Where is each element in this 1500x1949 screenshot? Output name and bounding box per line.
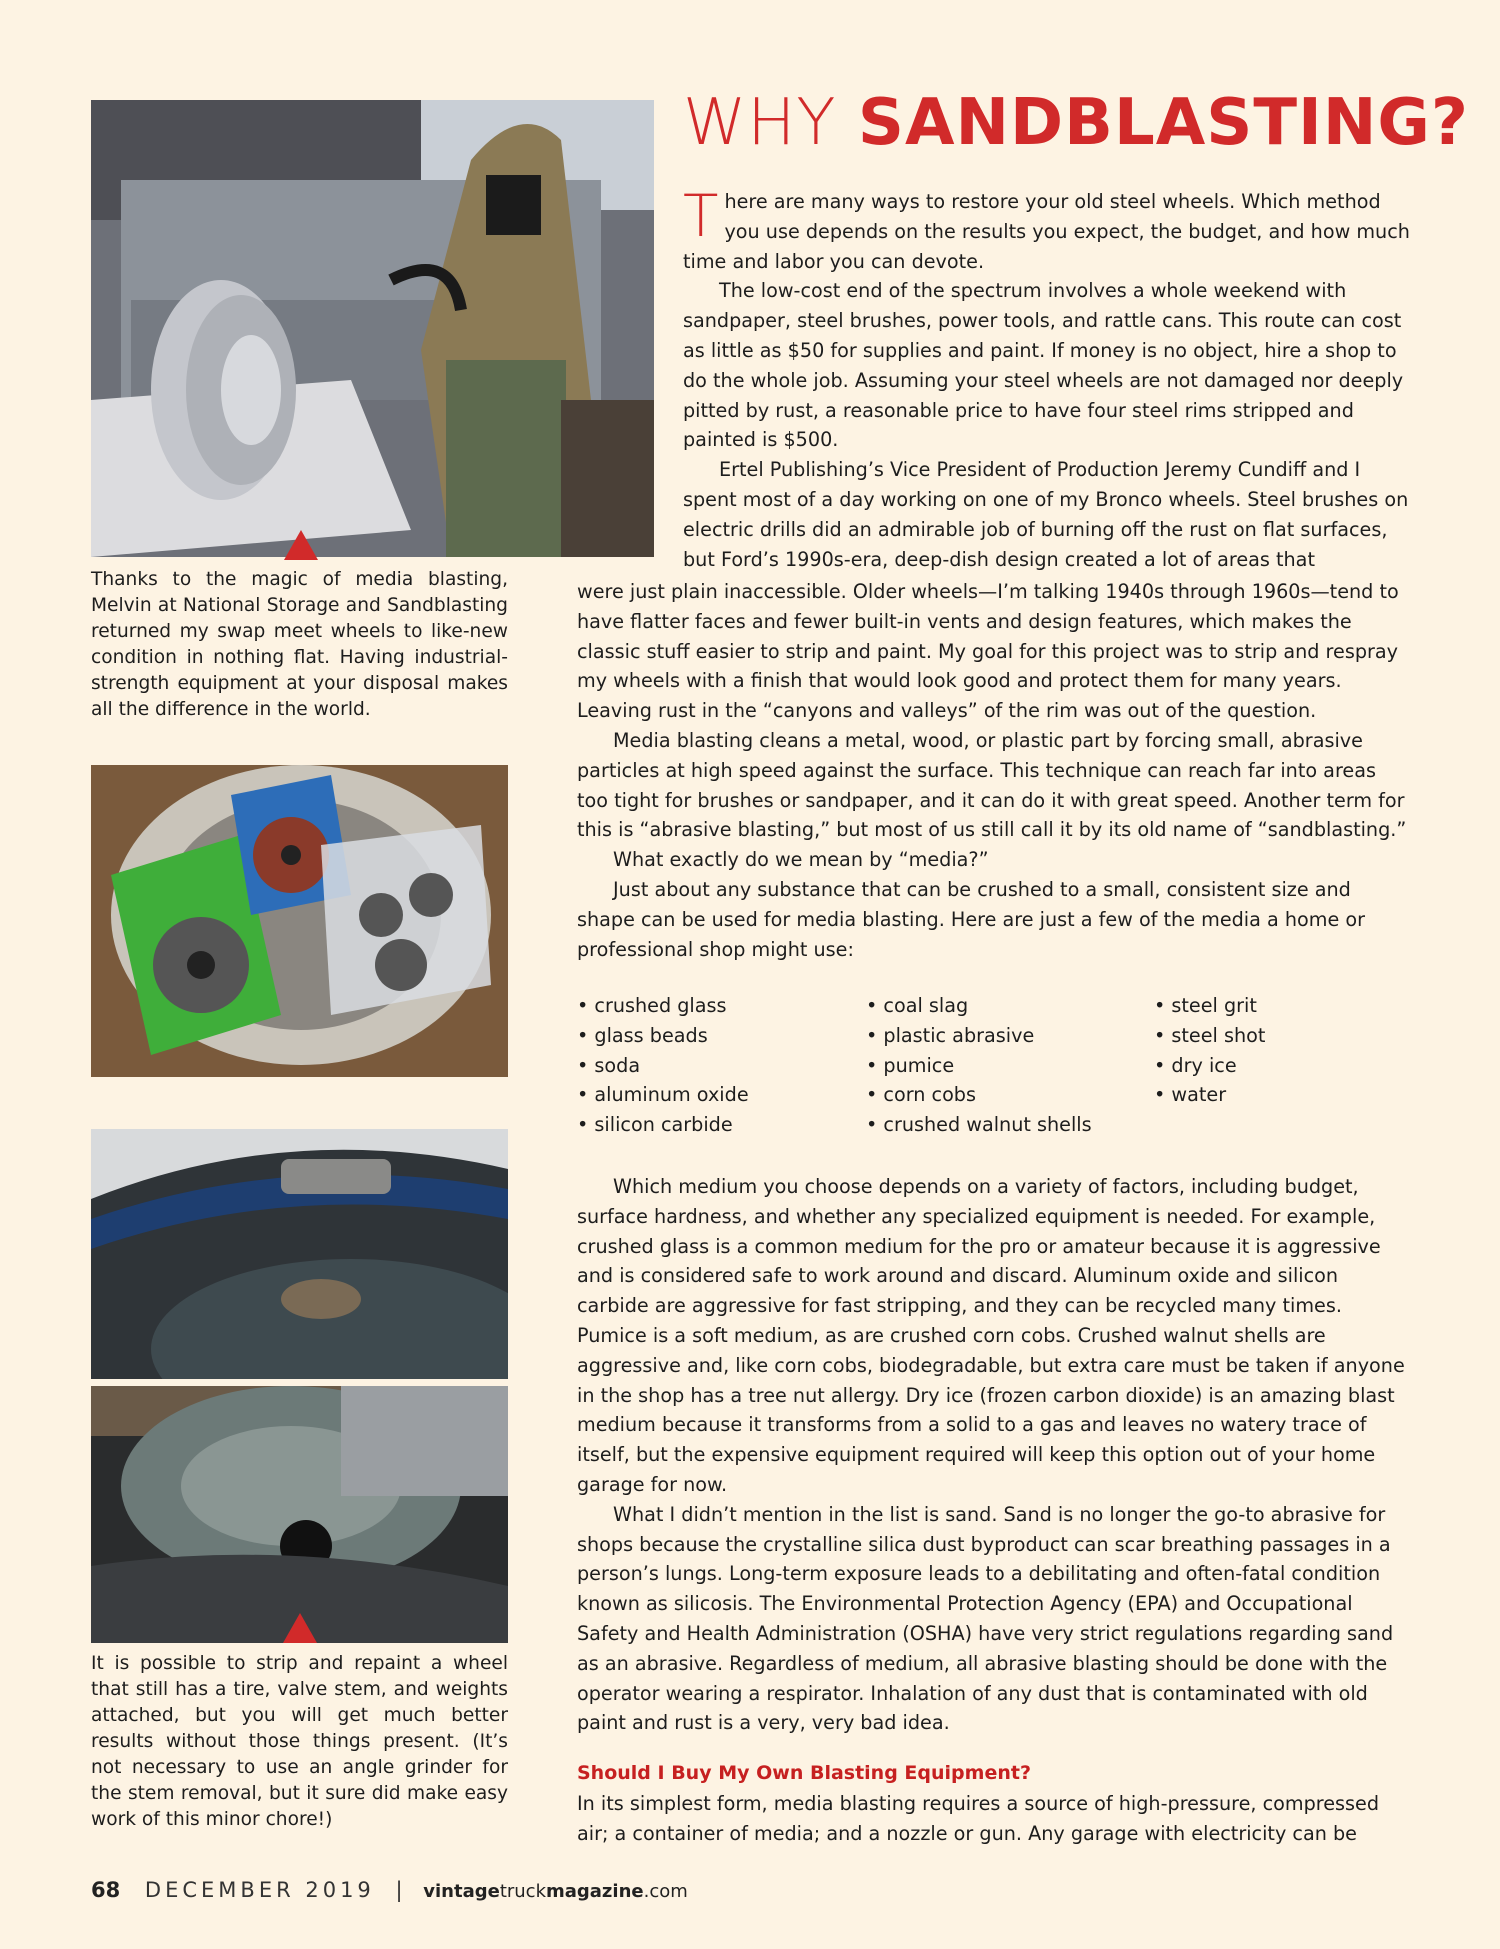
paragraph-what-media: What exactly do we mean by “media?” (613, 848, 989, 872)
subhead-equipment (577, 1758, 1413, 1789)
list-item: • crushed glass (577, 994, 727, 1017)
site-vintage: vintage (423, 1881, 500, 1902)
list-item: • soda (577, 1053, 641, 1077)
paragraph-substances: Just about any substance that can be crushed to a small, consistent size and shape can be used for media blasting. Here are just a few of the media a home or professional shop might use: (577, 877, 1365, 961)
list-item: • steel shot (1154, 1023, 1266, 1047)
media-list-col2 (866, 991, 1092, 1140)
media-list-col1 (577, 991, 749, 1140)
paragraph-intro (683, 182, 1413, 276)
photo-sandblasting-operator (91, 100, 654, 557)
list-item: • water (1154, 1083, 1227, 1107)
list-item: • silicon carbide (577, 1113, 733, 1137)
page-title (683, 88, 1469, 158)
photo-wheel-rim-weights (91, 1129, 508, 1379)
paragraph-low-cost: The low-cost end of the spectrum involves a whole weekend with sandpaper, steel brushes, power tools, and rattle cans. This route can cost as little as $50 for supplies and paint. If money is no object, hire a shop to do the whole job. Assuming your steel wheels are not damaged nor deeply pitted by rust, a reasonable price to have four steel rims stripped and painted is $500. (683, 279, 1404, 452)
paragraph-choosing-medium: Which medium you choose depends on a variety of factors, including budget, surface hardness, and whether any specialized equipment is needed. For example, crushed glass is a common medium for the pro or amateur because it is aggressive and is considered safe to work around and discard. Aluminum oxide and silicon carbide are aggressive for fast stripping, and they can be recycled many times. Pumice is a soft medium, as are crushed corn cobs. Crushed walnut shells are aggressive and, like corn cobs, biodegradable, but extra care must be taken if anyone in the shop has a tree nut allergy. Dry ice (frozen carbon dioxide) is an amazing blast medium because it transforms from a solid to a gas and leaves no watery trace of itself, but the expensive equipment required will keep this option out of your home garage for now. (577, 1175, 1405, 1496)
drop-cap: T (683, 182, 719, 250)
article-column-narrow (683, 182, 1413, 574)
footer-separator: | (395, 1878, 403, 1902)
paragraph-bronco-part2: were just plain inaccessible. Older wheels—I’m talking 1940s through 1960s—tend to have flatter faces and fewer built-in vents and design features, which makes the classic stuff easier to strip and paint. My goal for this project was to strip and respray my wheels with a finish that would look good and protect them for many years. Leaving rust in the “canyons and valleys” of the rim was out of the question. (577, 580, 1399, 723)
paragraph-media-blasting: Media blasting cleans a metal, wood, or plastic part by forcing small, abrasive particles at high speed against the surface. This technique can reach far into areas too tight for brushes or sandpaper, and it can do it with great speed. Another term for this is “abrasive blasting,” but most of us still call it by its old name of “sandblasting.” (577, 728, 1407, 842)
list-item: • dry ice (1154, 1053, 1237, 1077)
list-item: • aluminum oxide (577, 1083, 749, 1107)
article-column-lower (577, 1172, 1413, 1849)
list-item: • glass beads (577, 1023, 708, 1047)
list-item: • crushed walnut shells (866, 1113, 1092, 1137)
list-item: • plastic abrasive (866, 1023, 1035, 1047)
photo-pointer-triangle-2 (283, 1613, 317, 1643)
list-item: • coal slag (866, 994, 969, 1017)
paragraph-equipment: In its simplest form, media blasting requires a source of high-pressure, compressed air; a container of media; and a nozzle or gun. Any garage with electricity can be (577, 1791, 1379, 1845)
page-number: 68 (91, 1878, 121, 1902)
list-item: • pumice (866, 1053, 955, 1077)
media-list-col3 (1154, 991, 1265, 1110)
caption-bottom: It is possible to strip and repaint a wheel that still has a tire, valve stem, and weights attached, but you will get much better results without those things present. (It’s not necessary to use an angle grinder for the stem removal, but it sure did make easy work of this minor chore!) (91, 1653, 508, 1830)
intro-text: here are many ways to restore your old steel wheels. Which method you use depends on the results you expect, the budget, and how much time and labor you can devote. (683, 190, 1410, 273)
site-truck: truck (499, 1881, 546, 1902)
photo-abrasive-discs (91, 765, 508, 1077)
site-com: .com (643, 1881, 688, 1902)
photo-pointer-triangle (284, 530, 318, 560)
paragraph-bronco-part1: Ertel Publishing’s Vice President of Production Jeremy Cundiff and I spent most of a day working on one of my Bronco wheels. Steel brushes on electric drills did an admirable job of burning off the rust on flat surfaces, but Ford’s 1990s-era, deep-dish design created a lot of areas that (683, 458, 1409, 571)
photo-angle-grinder-stem (91, 1386, 508, 1643)
article-column-wide (577, 577, 1413, 964)
site-magazine: magazine (546, 1881, 644, 1902)
caption-top: Thanks to the magic of media blasting, Melvin at National Storage and Sandblasting returned my swap meet wheels to like-new condition in nothing flat. Having industrial-strength equipment at your disposal makes all the difference in the world. (91, 569, 508, 720)
list-item: • corn cobs (866, 1083, 976, 1107)
subhead-text: Should I Buy My Own Blasting Equipment? (577, 1762, 1031, 1785)
list-item: • steel grit (1154, 994, 1257, 1017)
issue-date: DECEMBER 2019 (144, 1878, 375, 1902)
title-bold: SANDBLASTING? (857, 86, 1470, 160)
page-footer (91, 1878, 688, 1902)
title-light: WHY (683, 86, 858, 160)
paragraph-sand: What I didn’t mention in the list is sand. Sand is no longer the go-to abrasive for shops because the crystalline silica dust byproduct can scar breathing passages in a person’s lungs. Long-term exposure leads to a debilitating and often-fatal condition known as silicosis. The Environmental Protection Agency (EPA) and Occupational Safety and Health Administration (OSHA) have very strict regulations regarding sand as an abrasive. Regardless of medium, all abrasive blasting should be done with the operator wearing a respirator. Inhalation of any dust that is contaminated with old paint and rust is a very, very bad idea. (577, 1502, 1394, 1735)
